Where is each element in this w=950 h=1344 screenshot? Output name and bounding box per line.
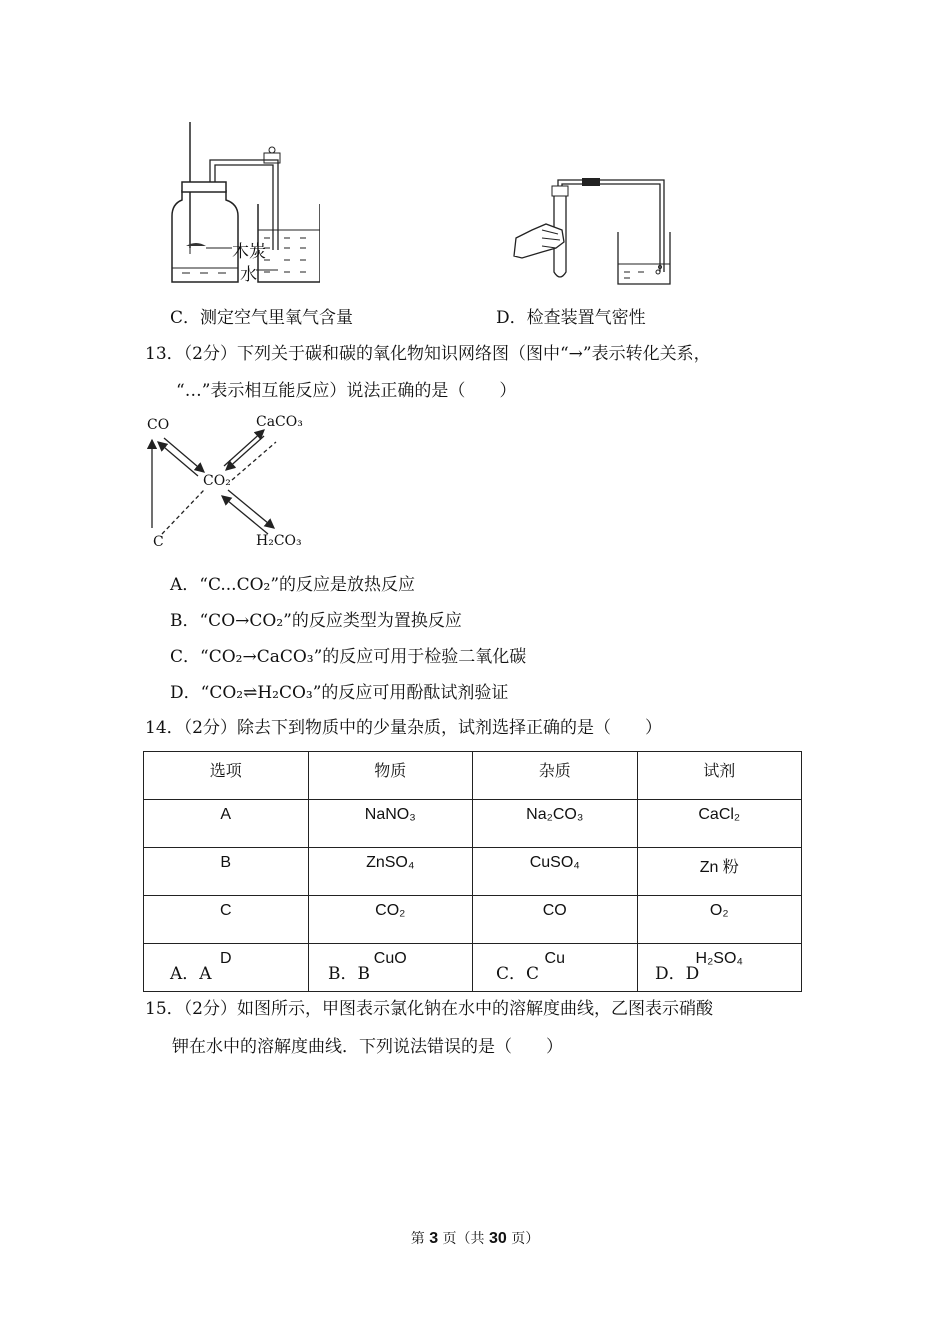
table-row	[144, 800, 802, 848]
table-header-cell: 试剂	[637, 752, 802, 800]
page-footer	[0, 1228, 950, 1248]
water-label: 水	[240, 265, 257, 285]
table-cell: A	[144, 800, 309, 848]
table-cell: Cu	[473, 944, 638, 992]
table-cell: B	[144, 848, 309, 896]
table-row	[144, 896, 802, 944]
page-number: 3	[429, 1230, 439, 1247]
diagram-node-co2: CO₂	[203, 473, 231, 489]
q13-stem-line2: “…”表示相互能反应）说法正确的是（ ）	[176, 381, 517, 401]
table-cell: CaCl₂	[637, 800, 802, 848]
q12-option-d: D．检查装置气密性	[496, 308, 646, 328]
q14-answer-c: C．C	[496, 964, 540, 984]
table-cell: CO₂	[308, 896, 473, 944]
table-header-cell: 杂质	[473, 752, 638, 800]
table-header-cell: 选项	[144, 752, 309, 800]
table-cell: CuSO₄	[473, 848, 638, 896]
q14-stem: 14．（2分）除去下到物质中的少量杂质，试剂选择正确的是（ ）	[145, 718, 662, 738]
table-cell: C	[144, 896, 309, 944]
q13-option-b: B．“CO→CO₂”的反应类型为置换反应	[170, 611, 462, 631]
q14-answer-a: A．A	[170, 964, 212, 984]
q13-option-a: A．“C...CO₂”的反应是放热反应	[170, 575, 416, 595]
diagram-node-caco3: CaCO₃	[256, 414, 303, 430]
q13-option-c: C．“CO₂→CaCO₃”的反应可用于检验二氧化碳	[170, 647, 527, 667]
table-header-cell: 物质	[308, 752, 473, 800]
q15-stem-line1: 15．（2分）如图所示，甲图表示氯化钠在水中的溶解度曲线，乙图表示硝酸	[145, 999, 713, 1019]
table-cell: CuO	[308, 944, 473, 992]
airtightness-check-figure	[512, 172, 672, 290]
table-cell: ZnSO₄	[308, 848, 473, 896]
q13-stem-line1: 13．（2分）下列关于碳和碳的氧化物知识网络图（图中“→”表示转化关系，	[145, 344, 711, 364]
page-total: 30	[489, 1230, 507, 1247]
q13-option-d: D．“CO₂⇌H₂CO₃”的反应可用酚酞试剂验证	[170, 683, 509, 703]
table-cell: D	[144, 944, 309, 992]
table-cell: Zn 粉	[637, 848, 802, 896]
footer-middle: 页（共	[442, 1231, 485, 1247]
diagram-node-co: CO	[147, 417, 170, 433]
table-cell: NaNO₃	[308, 800, 473, 848]
footer-suffix: 页）	[511, 1231, 540, 1247]
q15-stem-line2: 钾在水中的溶解度曲线．下列说法错误的是（ ）	[172, 1037, 563, 1057]
table-header-row	[144, 752, 802, 800]
table-row	[144, 944, 802, 992]
footer-prefix: 第	[410, 1231, 425, 1247]
q14-table	[143, 751, 802, 992]
table-cell: O₂	[637, 896, 802, 944]
table-cell: Na₂CO₃	[473, 800, 638, 848]
charcoal-label: 木炭	[232, 242, 266, 262]
table-cell: H₂SO₄	[637, 944, 802, 992]
q12-option-c: C．测定空气里氧气含量	[170, 308, 354, 328]
table-row	[144, 848, 802, 896]
q14-answer-b: B．B	[328, 964, 370, 984]
diagram-node-h2co3: H₂CO₃	[256, 533, 302, 549]
diagram-node-c: C	[153, 534, 164, 550]
q14-answer-d: D．D	[655, 964, 700, 984]
table-cell: CO	[473, 896, 638, 944]
